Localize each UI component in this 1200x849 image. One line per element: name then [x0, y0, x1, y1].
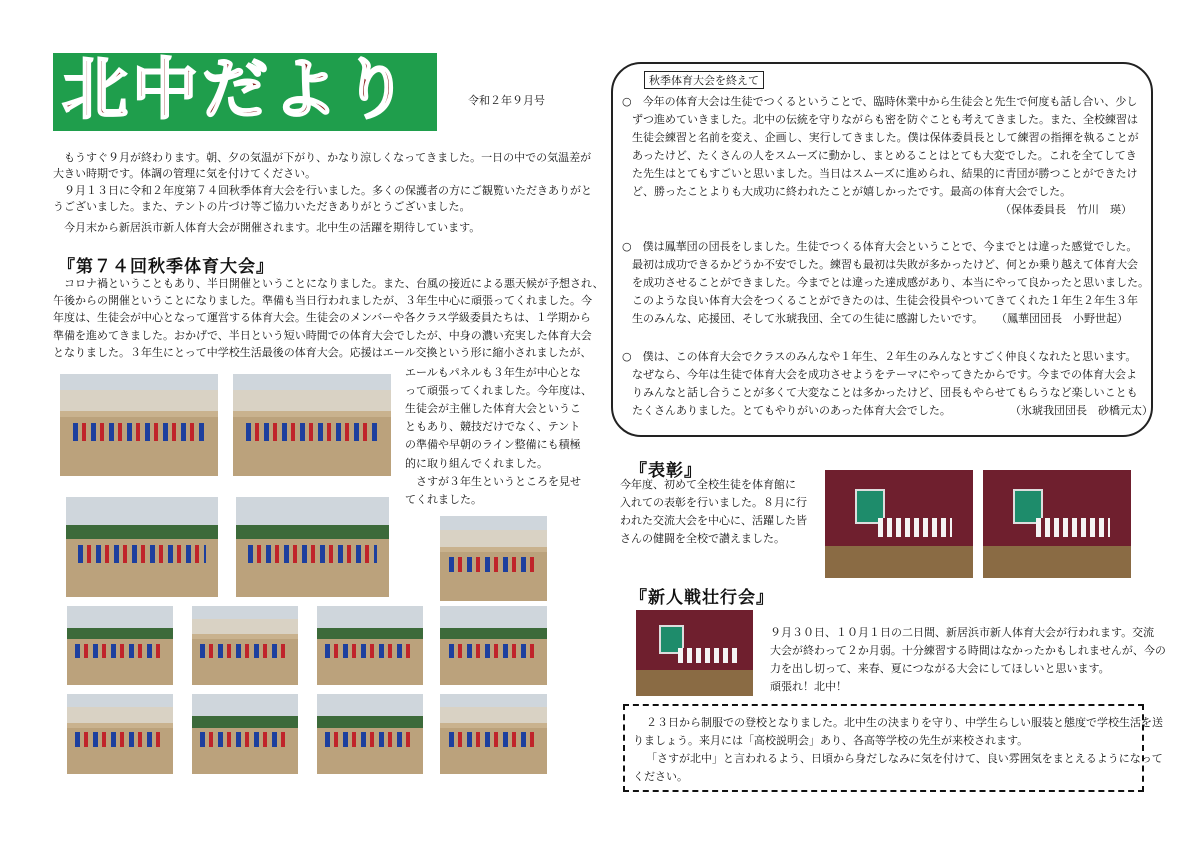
- reflection-signature: （保体委員長 竹川 瑛）: [1000, 203, 1132, 216]
- reflection-line: 生のみんな、応援団、そして氷琥我団、全ての生徒に感謝したいです。: [632, 312, 984, 325]
- intro-line: 今月末から新居浜市新人体育大会が開催されます。北中生の活躍を期待しています。: [64, 221, 481, 234]
- sports-side-line: 的に取り組んでくれました。: [405, 457, 548, 470]
- rally-line: 力を出し切って、来春、夏につながる大会にしてほしいと思います。: [770, 662, 1110, 675]
- photo-relay: [192, 694, 298, 774]
- sports-side-line: 生徒会が主催した体育大会というこ: [405, 402, 581, 415]
- photo-award-ceremony: [983, 470, 1131, 578]
- photo-dance: [236, 497, 389, 597]
- reflection-line: を成功させることができました。今までとは違った達成感があり、本当にやって良かったと思いました。: [632, 276, 1149, 289]
- photo-relay: [67, 694, 173, 774]
- reflection-line: ○ 僕は、この体育大会でクラスのみんなや１年生、２年生のみんなとすごく仲良くなれたと思います。: [622, 350, 1137, 363]
- award-line: 今年度、初めて全校生徒を体育館に: [620, 478, 796, 491]
- intro-line: うございました。また、テントの片づけ等ご協力いただきありがとうございました。: [53, 200, 471, 213]
- award-line: われた交流大会を中心に、活躍した皆: [620, 514, 807, 527]
- notice-line: ２３日から制服での登校となりました。北中生の決まりを守り、中学生らしい服装と態度で学校生活を送: [646, 716, 1163, 729]
- rally-line: ９月３０日、１０月１日の二日間、新居浜市新人体育大会が行われます。交流: [770, 626, 1155, 639]
- award-line: 入れての表彰を行いました。８月に行: [620, 496, 807, 509]
- photo-cheer-group: [60, 374, 218, 476]
- reflection-line: りみんなと話し合うことが多くて大変なことは多かったけど、団長もやらせてもらうなど楽しいことも: [632, 386, 1138, 399]
- photo-race: [440, 606, 547, 685]
- sports-line: 午後からの開催ということになりました。準備も当日行われましたが、３年生中心に頑張ってくれました。今: [53, 294, 592, 307]
- notice-line: 「さすが北中」と言われるよう、日頃から身だしなみに気を付けて、良い雰囲気をまとえるようになって: [646, 752, 1163, 765]
- sports-heading: 『第７４回秋季体育大会』: [58, 257, 274, 277]
- reflection-line: ○ 僕は鳳華団の団長をしました。生徒でつくる体育大会ということで、今までとは違った感覚でした。: [622, 240, 1138, 253]
- photo-field: [440, 516, 547, 601]
- reflection-line: ずつ進めていきました。北中の伝統を守りながらも密を防ぐことも考えてきました。また、全校練習は: [632, 113, 1138, 126]
- sports-side-line: さすが３年生というところを見せ: [416, 475, 581, 488]
- intro-line: もうすぐ９月が終わります。朝、夕の気温が下がり、かなり涼しくなってきました。一日の中での気温差が: [64, 151, 592, 164]
- photo-race: [192, 606, 298, 685]
- reflection-line: 生徒会練習と名前を変え、企画し、実行してきました。僕は保体委員長として練習の指揮を執ることが: [632, 131, 1139, 144]
- reflection-line: あったけど、たくさんの人をスムーズに動かし、まとめることはとても大変でした。これを全てしてき: [632, 149, 1137, 162]
- intro-line: 大きい時期です。体調の管理に気を付けてください。: [53, 167, 317, 180]
- rally-line: 頑張れ！北中！: [770, 680, 847, 693]
- photo-relay: [317, 694, 423, 774]
- sports-side-line: エールもパネルも３年生が中心とな: [405, 366, 581, 379]
- reflection-signature: （鳳華団団長 小野世起）: [996, 312, 1128, 325]
- photo-race: [317, 606, 423, 685]
- newsletter-title: 北中だより: [62, 51, 412, 128]
- photo-award-ceremony: [825, 470, 973, 578]
- photo-rally: [636, 610, 753, 696]
- sports-side-line: の準備や早朝のライン整備にも積極: [405, 438, 581, 451]
- sports-line: 準備を進めてきました。おかげで、半日という短い時間での体育大会でしたが、中身の濃い充実した体育大会: [53, 329, 592, 342]
- reflection-line: たくさんありました。とてもやりがいのあった体育大会でした。: [632, 404, 951, 417]
- photo-dance: [66, 497, 218, 597]
- notice-line: りましょう。来月には「高校説明会」あり、各高等学校の先生が来校されます。: [633, 734, 1029, 747]
- reflection-line: た先生はとてもすごいと思いました。当日はスムーズに進められ、結果的に青団が勝つことができたけ: [632, 167, 1138, 180]
- sports-line: コロナ禍ということもあり、半日開催ということになりました。また、台風の接近による悪天候が予想され、: [64, 277, 604, 290]
- sports-line: となりました。３年生にとって中学校生活最後の体育大会。応援はエール交換という形に縮小されましたが、: [53, 346, 592, 359]
- reflection-line: なぜなら、今年は生徒で体育大会を成功させようをテーマにやってきたからです。今までの体育大会よ: [632, 368, 1138, 381]
- reflection-line: ど、勝ったことよりも大成功に終われたことが嬉しかったです。最高の体育大会でした。: [632, 185, 1072, 198]
- reflection-label: 秋季体育大会を終えて: [644, 71, 764, 89]
- sports-side-line: てくれました。: [405, 493, 482, 506]
- reflection-line: このような良い体育大会をつくることができたのは、生徒会役員やついてきてくれた１年生２年生３年: [632, 294, 1138, 307]
- intro-line: ９月１３日に令和２年度第７４回秋季体育大会を行いました。多くの保護者の方にご観覧いただきありがと: [64, 184, 592, 197]
- rally-heading: 『新人戦壮行会』: [630, 588, 774, 608]
- sports-line: 年度は、生徒会が中心となって運営する体育大会。生徒会のメンバーや各クラス学級委員たちは、１学期から: [53, 311, 591, 324]
- reflection-line: 最初は成功できるかどうか不安でした。練習も最初は失敗が多かったけど、何とか乗り越えて体育大会: [632, 258, 1138, 271]
- notice-line: ください。: [633, 770, 688, 783]
- reflection-line: ○ 今年の体育大会は生徒でつくるということで、臨時休業中から生徒会と先生で何度も話し合い、少し: [622, 95, 1138, 108]
- photo-cheer-group: [233, 374, 391, 476]
- award-heading: 『表彰』: [630, 461, 702, 481]
- sports-side-line: って頑張ってくれました。今年度は、: [405, 384, 592, 397]
- photo-relay: [440, 694, 547, 774]
- award-line: さんの健闘を全校で讃えました。: [620, 532, 785, 545]
- sports-side-line: ともあり、競技だけでなく、テント: [405, 420, 581, 433]
- photo-race: [67, 606, 173, 685]
- issue-date: 令和２年９月号: [468, 94, 545, 107]
- reflection-signature: （氷琥我団団長 砂橋元太）: [1010, 404, 1153, 417]
- rally-line: 大会が終わって２か月弱。十分練習する時間はなかったかもしれませんが、今の: [770, 644, 1166, 657]
